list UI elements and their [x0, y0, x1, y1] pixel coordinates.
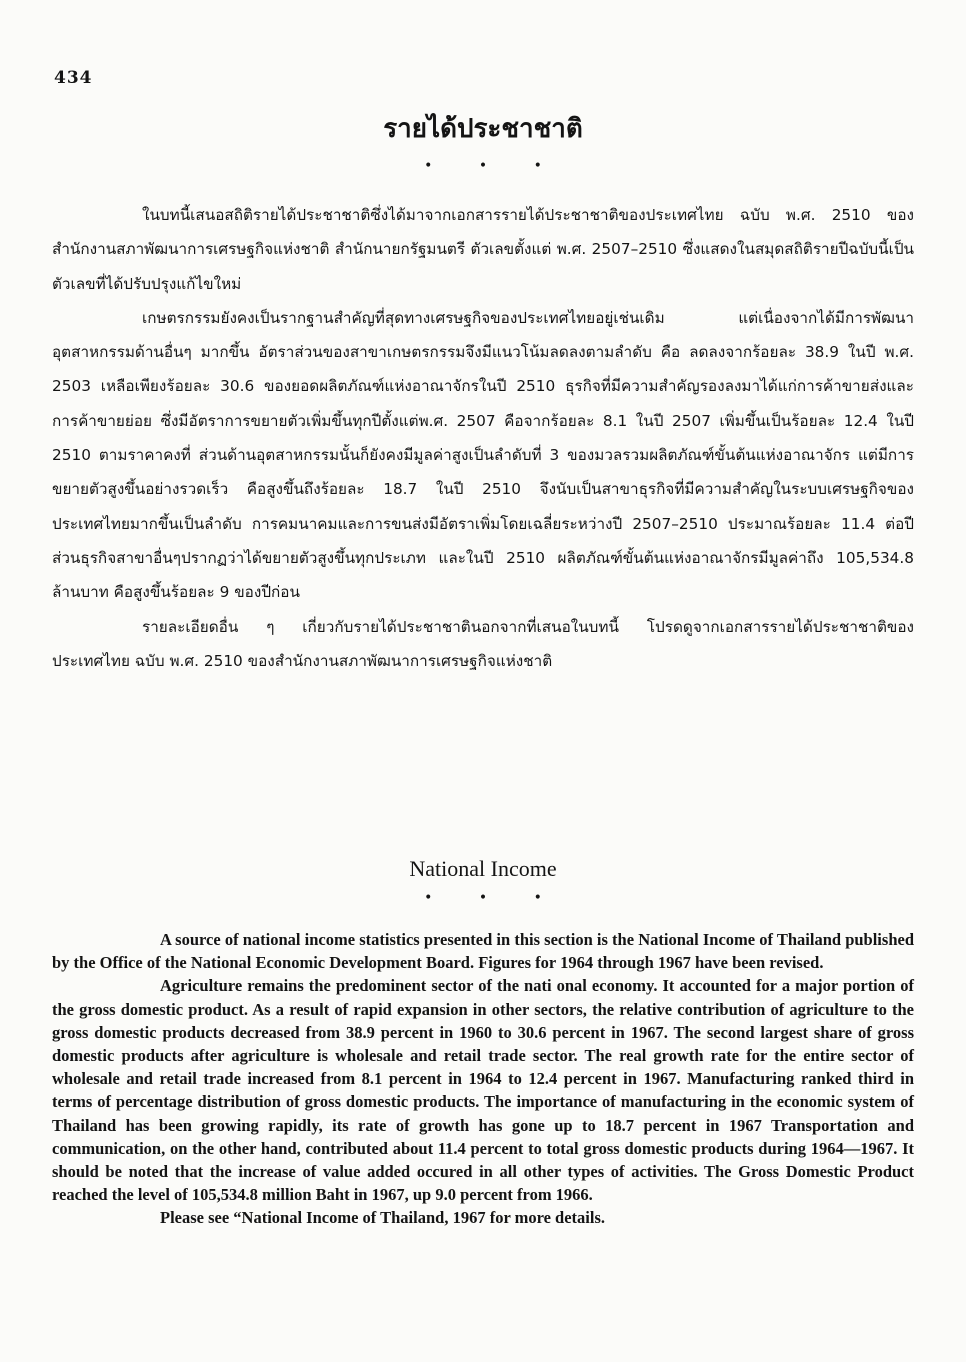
- thai-section-title: รายได้ประชาชาติ: [383, 114, 583, 144]
- page-number: 434: [54, 68, 93, 88]
- thai-body: [52, 198, 914, 678]
- thai-paragraph-1: ในบทนี้เสนอสถิติรายได้ประชาชาติซึ่งได้มาจากเอกสารรายได้ประชาชาติของประเทศไทย ฉบับ พ.ศ. 2510 ของสำนักงานสภาพัฒนาการเศรษฐกิจแห่งชาติ สำนักนายกรัฐมนตรี ตัวเลขตั้งแต่ พ.ศ. 2507–2510 ซึ่งแสดงในสมุดสถิติรายปีฉบับนี้เป็นตัวเลขที่ได้ปรับปรุงแก้ไขใหม่: [52, 206, 914, 293]
- thai-paragraph-2: เกษตรกรรมยังคงเป็นรากฐานสำคัญที่สุดทางเศรษฐกิจของประเทศไทยอยู่เช่นเดิม แต่เนื่องจากได้มีการพัฒนาอุตสาหกรรมด้านอื่นๆ มากขึ้น อัตราส่วนของสาขาเกษตรกรรมจึงมีแนวโน้มลดลงตามลำดับ คือ ลดลงจากร้อยละ 38.9 ในปี พ.ศ. 2503 เหลือเพียงร้อยละ 30.6 ของยอดผลิตภัณฑ์แห่งอาณาจักรในปี 2510 ธุรกิจที่มีความสำคัญรองลงมาได้แก่การค้าขายส่งและการค้าขายย่อย ซึ่งมีอัตราการขยายตัวเพิ่มขึ้นทุกปีตั้งแต่พ.ศ. 2507 คือจากร้อยละ 8.1 ในปี 2507 เพิ่มขึ้นเป็นร้อยละ 12.4 ในปี 2510 ตามราคาคงที่ ส่วนด้านอุตสาหกรรมนั้นก็ยังคงมีมูลค่าสูงเป็นลำดับที่ 3 ของมวลรวมผลิตภัณฑ์ขั้นต้นแห่งอาณาจักร แต่มีการขยายตัวสูงขึ้นอย่างรวดเร็ว คือสูงขึ้นถึงร้อยละ 18.7 ในปี 2510 จึงนับเป็นสาขาธุรกิจที่มีความสำคัญในระบบเศรษฐกิจของประเทศไทยมากขึ้นเป็นลำดับ การคมนาคมและการขนส่งมีอัตราเพิ่มโดยเฉลี่ยระหว่างปี 2507–2510 ประมาณร้อยละ 11.4 ต่อปี ส่วนธุรกิจสาขาอื่นๆปรากฏว่าได้ขยายตัวสูงขึ้นทุกประเภท และในปี 2510 ผลิตภัณฑ์ขั้นต้นแห่งอาณาจักรมีมูลค่าถึง 105,534.8 ล้านบาท คือสูงขึ้นร้อยละ 9 ของปีก่อน: [52, 308, 914, 602]
- english-paragraph-3: Please see “National Income of Thailand, 1967 for more details.: [160, 1208, 606, 1228]
- english-paragraph-2: Agriculture remains the predominent sector of the nati onal economy. It accounted for a major portion of the gross domestic product. As a result of rapid expansion in other sectors, the relative contribution of agriculture to the gross domestic products decreased from 38.9 percent in 1960 to 30.6 percent in 1967. The second largest share of gross domestic products after agriculture is wholesale and retail trade sector. The real growth rate for the entire sector of wholesale and retail trade increased from 8.1 percent in 1964 to 12.4 percent in 1967. Manufacturing ranked third in terms of percentage distribution of gross domestic products. The importance of manufacturing in the economic system of Thailand has been growing rapidly, its rate of growth has gone up to 18.7 percent in 1967 Transportation and communication, on the other hand, contributed about 11.4 percent to total gross domestic products during 1964—1967. It should be noted that the increase of value added occured in all other types of activities. The Gross Domestic Product reached the level of 105,534.8 million Baht in 1967, up 9.0 percent from 1966.: [52, 976, 914, 1205]
- english-separator: • • •: [424, 890, 542, 906]
- english-body: [52, 928, 914, 1230]
- thai-separator: • • •: [424, 158, 542, 174]
- thai-paragraph-3: รายละเอียดอื่น ๆ เกี่ยวกับรายได้ประชาชาตินอกจากที่เสนอในบทนี้ โปรดดูจากเอกสารรายได้ประชาชาติของประเทศไทย ฉบับ พ.ศ. 2510 ของสำนักงานสภาพัฒนาการเศรษฐกิจแห่งชาติ: [52, 617, 914, 670]
- english-paragraph-1: A source of national income statistics presented in this section is the National Income of Thailand published by the Office of the National Economic Development Board. Figures for 1964 through 1967 have been revised.: [52, 930, 914, 973]
- english-section-title: National Income: [409, 856, 557, 881]
